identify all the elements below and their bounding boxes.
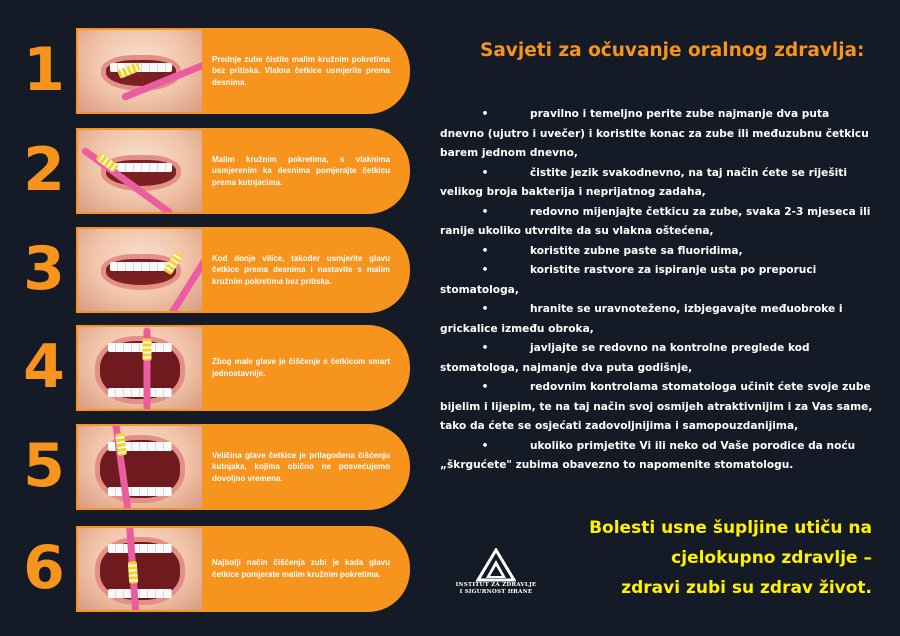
step-card (76, 128, 410, 214)
step-text: Prednje zube čistite malim kružnim pokretima bez pritiska. Vlakna četkice usmjerite prema desnima. (212, 54, 390, 87)
teeth-brushing-photo (78, 30, 202, 112)
bullet-icon: • (481, 303, 489, 315)
list-item: • pravilno i temeljno perite zube najmanje dva puta dnevno (ujutro i uvečer) i koristite konac za zube ili međuzubnu četkicu barem jednom dnevno, (440, 105, 876, 164)
step-4 (0, 325, 420, 409)
logo-text: INSTITUT ZA ZDRAVLJE (455, 582, 537, 588)
teeth-brushing-photo (78, 528, 202, 610)
step-card (76, 325, 410, 411)
step-card (76, 424, 410, 510)
teeth-brushing-photo (78, 327, 202, 409)
step-6 (0, 526, 420, 610)
bullet-icon: • (481, 381, 489, 393)
step-text: Kod donje vilice, također usmjerite glavu četkice prema desnima i nastavite s malim kružnim pokretima bez pritiska. (212, 253, 390, 286)
list-item: • hranite se uravnoteženo, izbjegavajte međuobroke i grickalice između obroka, (440, 300, 876, 339)
bullet-icon: • (481, 244, 489, 257)
list-item: • redovnim kontrolama stomatologa učinit ćete svoje zube bijelim i lijepim, te na taj način svoj osmijeh atraktivnijim i za Vas same, tako da ćete se osjećati zadovoljnijima i samopouzdanijima, (440, 378, 876, 437)
list-item: • koristite zubne paste sa fluoridima, (440, 242, 876, 262)
step-2 (0, 128, 420, 212)
list-item: • javljajte se redovno na kontrolne preglede kod stomatologa, najmanje dva puta godišnje, (440, 339, 876, 378)
step-3 (0, 227, 420, 311)
step-number: 1 (23, 35, 65, 105)
step-card (76, 526, 410, 612)
step-number: 6 (23, 533, 65, 603)
step-number: 3 (23, 234, 65, 304)
page-title: Savjeti za očuvanje oralnog zdravlja: (480, 40, 865, 61)
bullet-icon: • (481, 439, 489, 452)
step-text: Najbolji način čišćenja zubi je kada glavu četkice pomjerate malim kružnim pokretima. (212, 558, 390, 579)
bullet-icon: • (481, 166, 489, 179)
tips-list (440, 105, 876, 476)
step-card (76, 28, 410, 114)
bullet-icon: • (481, 264, 489, 276)
bullet-icon: • (481, 342, 489, 354)
list-item: • koristite rastvore za ispiranje usta po preporuci stomatologa, (440, 261, 876, 300)
teeth-brushing-photo (78, 426, 202, 508)
step-number: 4 (23, 332, 65, 402)
list-item: • čistite jezik svakodnevno, na taj način ćete se riješiti velikog broja bakterija i neprijatnog zadaha, (440, 164, 876, 203)
step-text: Malim kružnim pokretima, s vlaknima usmjerenim ka desnima pomjerajte četkicu prema kutnjacima. (212, 154, 390, 187)
step-card (76, 227, 410, 313)
step-number: 2 (23, 135, 65, 205)
slogan-line: Bolesti usne šupljine utiču na (589, 518, 872, 538)
slogan-line: cjelokupno zdravlje – (671, 548, 872, 568)
bullet-icon: • (481, 108, 489, 120)
step-5 (0, 424, 420, 508)
step-number: 5 (23, 431, 65, 501)
triangle-logo-icon (476, 548, 516, 582)
list-item: • ukoliko primjetite Vi ili neko od Vaše porodice da noću „škrgućete" zubima obavezno to napomenite stomatologu. (440, 437, 876, 476)
step-1 (0, 28, 420, 112)
slogan (520, 513, 872, 603)
teeth-brushing-photo (78, 130, 202, 212)
institute-logo (448, 548, 544, 606)
step-text: Zbog male glave je čišćenje s četkicom smart jednostavnije. (212, 357, 390, 378)
slogan-line: zdravi zubi su zdrav život. (621, 578, 872, 598)
bullet-icon: • (481, 205, 489, 218)
step-text: Veličina glave četkice je prilagođena čišćenju kutnjaka, kojima obično ne posvećujemo dovoljno vremena. (212, 450, 390, 483)
logo-text: I SIGURNOST HRANE (459, 589, 533, 595)
list-item: • redovno mijenjajte četkicu za zube, svaka 2-3 mjeseca ili ranije ukoliko utvrdite da su vlakna oštećena, (440, 203, 876, 242)
teeth-brushing-photo (78, 229, 202, 311)
